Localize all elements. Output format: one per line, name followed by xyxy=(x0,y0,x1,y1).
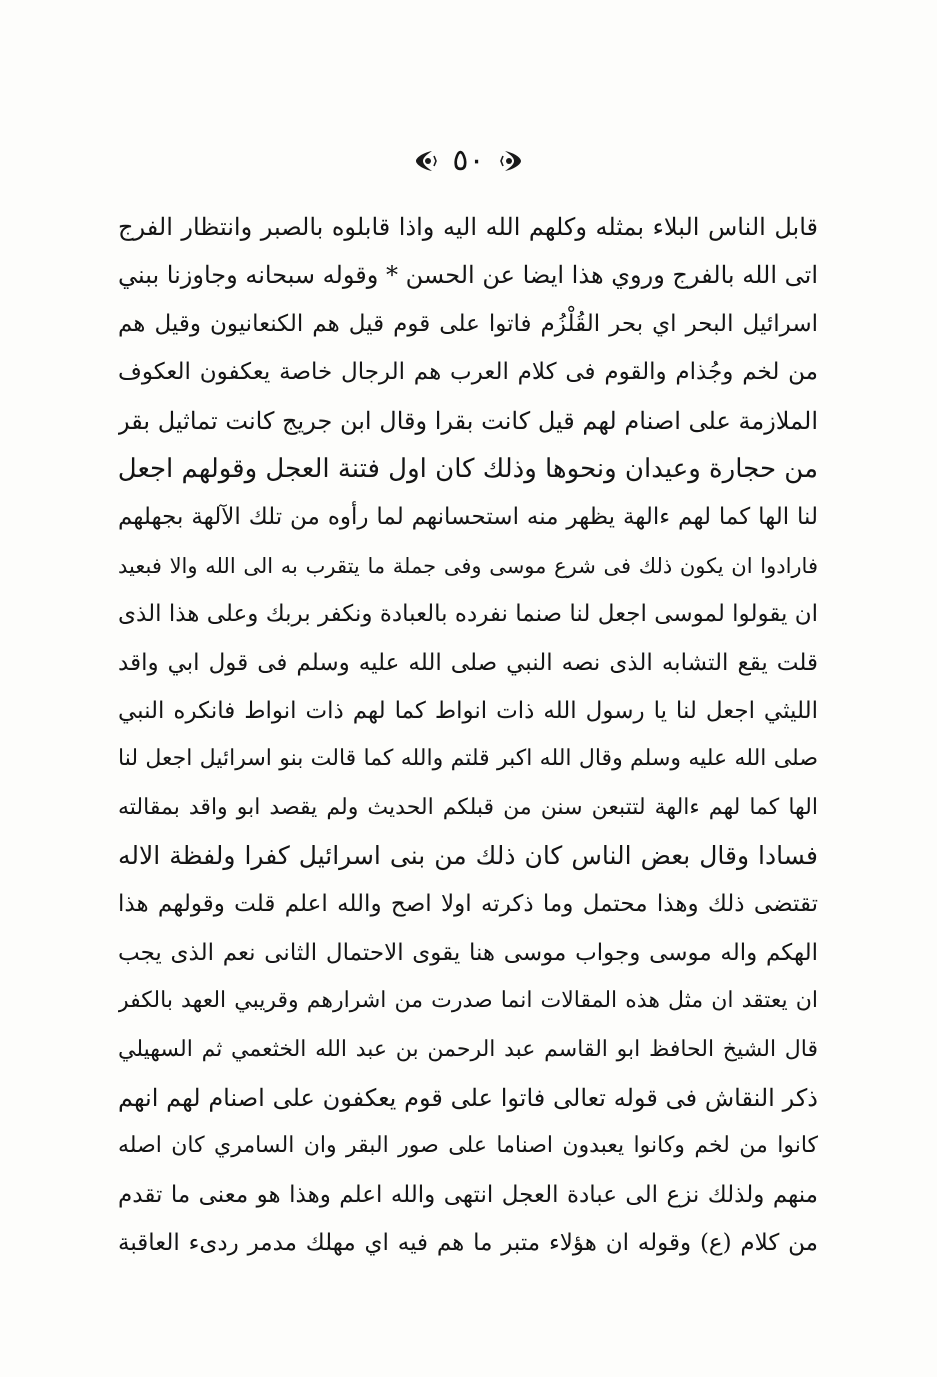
text-line: صلى الله عليه وسلم وقال الله اكبر قلتم والله كما قالت بنو اسرائيل اجعل لنا xyxy=(118,746,818,772)
text-line: اتى الله بالفرج وروي هذا ايضا عن الحسن * وقوله سبحانه وجاوزنا ببني xyxy=(118,261,818,290)
text-line: الها كما لهم ءالهة لتتبعن سنن من قبلكم الحديث ولم يقصد ابو واقد بمقالته xyxy=(118,794,818,820)
text-line: اسرائيل البحر اي بحر القُلْزُم فاتوا على قوم قيل هم الكنعانيون وقيل هم xyxy=(118,310,818,337)
text-line: ان يقولوا لموسى اجعل لنا صنما نفرده بالعبادة ونكفر بربك وعلى هذا الذى xyxy=(118,601,818,628)
text-line: منهم ولذلك نزع الى عبادة العجل انتهى والله اعلم وهذا هو معنى ما تقدم xyxy=(118,1181,818,1208)
text-line: ان يعتقد ان مثل هذه المقالات انما صدرت من اشرارهم وقريبي العهد بالكفر xyxy=(118,988,818,1014)
text-line: فسادا وقال بعض الناس كان ذلك من بنى اسرائيل كفرا ولفظة الاله xyxy=(118,841,818,871)
text-line: الليثي اجعل لنا يا رسول الله ذات انواط كما لهم ذات انواط فانكره النبي xyxy=(118,697,818,724)
text-line: من لخم وجُذام والقوم فى كلام العرب هم الرجال خاصة يعكفون العكوف xyxy=(118,359,818,386)
text-line: من كلام (ع) وقوله ان هؤلاء متبر ما هم فيه اي مهلك مدمر ردىء العاقبة xyxy=(118,1230,818,1257)
ornament-icon xyxy=(412,148,438,174)
text-line: ذكر النقاش فى قوله تعالى فاتوا على قوم يعكفون على اصنام لهم انهم xyxy=(118,1084,818,1113)
text-line: فارادوا ان يكون ذلك فى شرع موسى وفى جملة ما يتقرب به الى الله والا فبعيد xyxy=(118,553,818,578)
ornament-icon xyxy=(499,148,525,174)
text-line: قال الشيخ الحافظ ابو القاسم عبد الرحمن بن عبد الله الخثعمي ثم السهيلي xyxy=(118,1036,818,1062)
page-header xyxy=(0,138,937,184)
text-line: قابل الناس البلاء بمثله وكلهم الله اليه واذا قابلوه بالصبر وانتظار الفرج xyxy=(118,213,818,241)
text-line: تقتضى ذلك وهذا محتمل وما ذكرته اولا اصح والله اعلم قلت وقولهم هذا xyxy=(118,891,818,918)
text-line: الملازمة على اصنام لهم قيل كانت بقرا وقال ابن جريج كانت تماثيل بقر xyxy=(118,406,818,435)
text-line: الهكم واله موسى وجواب موسى هنا يقوى الاحتمال الثانى نعم الذى يجب xyxy=(118,939,818,966)
text-line: من حجارة وعيدان ونحوها وذلك كان اول فتنة العجل وقولهم اجعل xyxy=(118,453,818,484)
text-line: لنا الها كما لهم ءالهة يظهر منه استحسانهم لما رأوه من تلك الآلهة بجهلهم xyxy=(118,504,818,531)
body-text xyxy=(118,203,818,1268)
text-line: كانوا من لخم وكانوا يعبدون اصناما على صور البقر وان السامري كان اصله xyxy=(118,1133,818,1159)
text-line: قلت يقع التشابه الذى نصه النبي صلى الله عليه وسلم فى قول ابي واقد xyxy=(118,649,818,676)
page-number: ٥٠ xyxy=(452,143,485,178)
